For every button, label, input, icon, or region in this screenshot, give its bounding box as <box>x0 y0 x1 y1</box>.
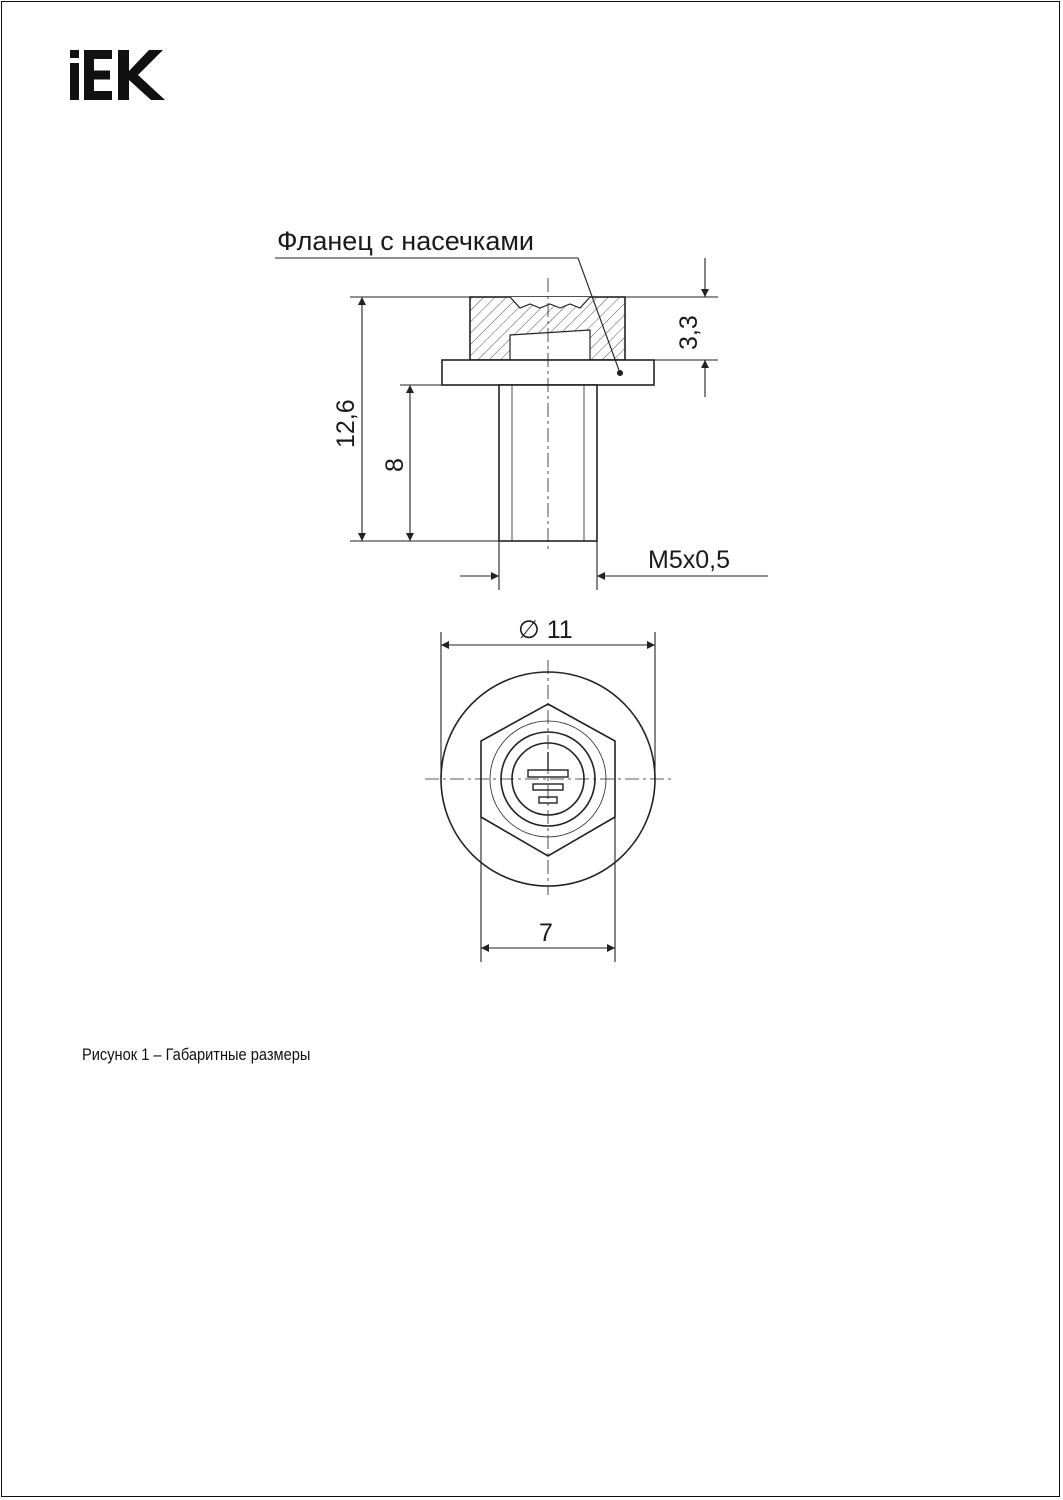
dim-flange-diameter: ∅ 11 <box>518 616 573 644</box>
dim-head-height: 3,3 <box>675 315 703 350</box>
side-view <box>442 278 654 552</box>
flange-label: Фланец с насечками <box>277 226 534 256</box>
figure-caption: Рисунок 1 – Габаритные размеры <box>82 1045 311 1064</box>
dim-shank-length: 8 <box>381 458 409 472</box>
top-view <box>425 660 672 895</box>
dim-hex-size: 7 <box>539 919 553 947</box>
dim-thread: M5x0,5 <box>648 546 730 574</box>
dim-total-height: 12,6 <box>332 399 360 448</box>
